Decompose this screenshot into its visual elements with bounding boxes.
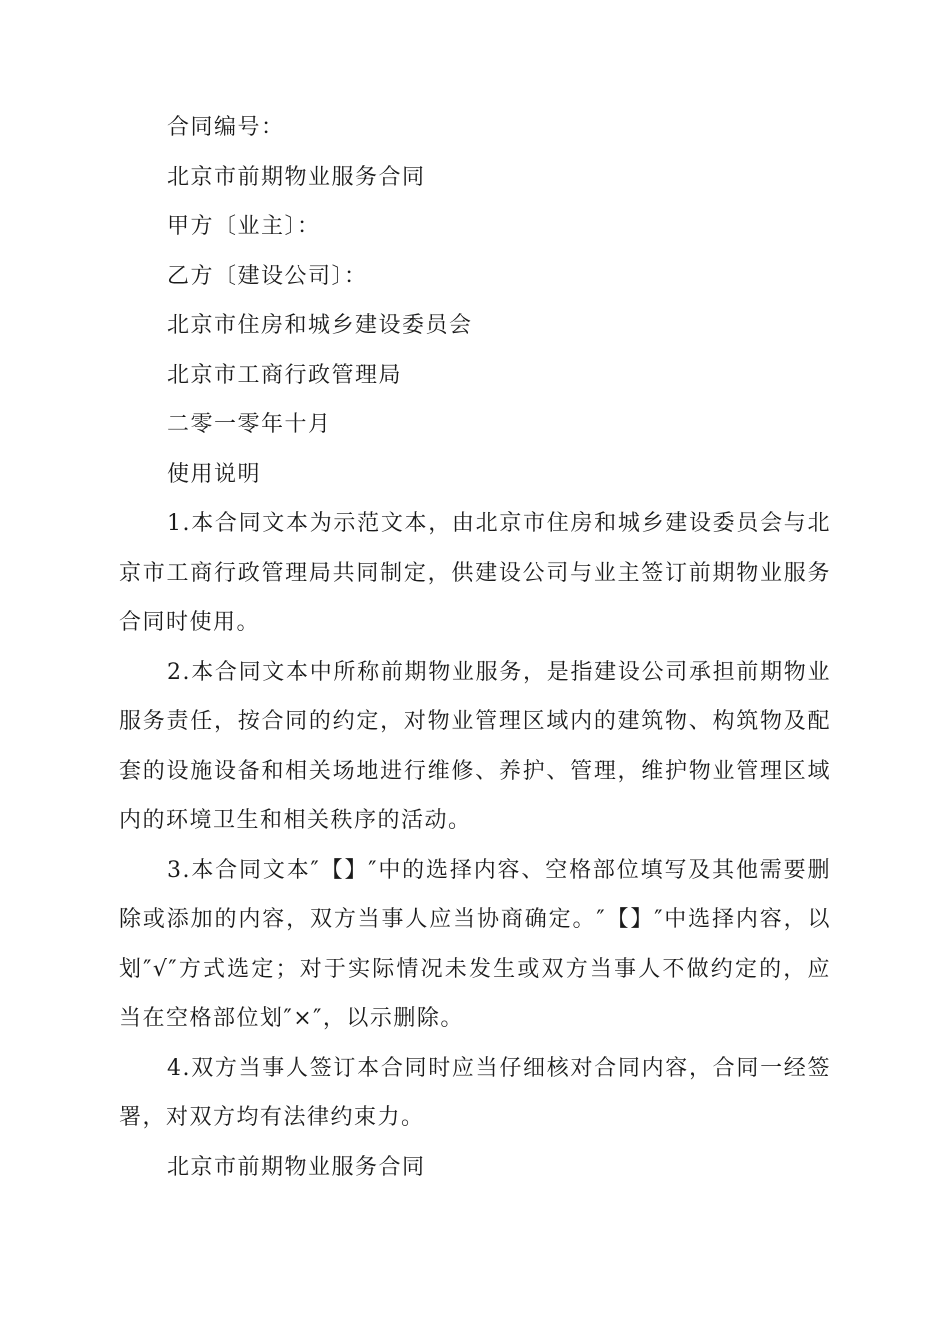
issuer-housing-commission: 北京市住房和城乡建设委员会 <box>167 313 473 338</box>
instructions-heading: 使用说明 <box>167 461 262 487</box>
instruction-paragraph-2: 2.本合同文本中所称前期物业服务，是指建设公司承担前期物业服务责任，按合同的约定，对物业管理区域内的建筑物、构筑物及配套的设施设备和相关场地进行维修、养护、管理，维护物业管理区域内的环境卫生和相关秩序的活动。 <box>119 659 831 833</box>
party-b-label: 乙方〔建设公司〕： <box>167 263 368 289</box>
issue-date: 二零一零年十月 <box>167 412 332 437</box>
instruction-paragraph-3: 3.本合同文本″【】″中的选择内容、空格部位填写及其他需要删除或添加的内容，双方当事人应当协商确定。″【】″中选择内容，以划″√″方式选定；对于实际情况未发生或双方当事人不做约定的，应当在空格部位划″×″，以示删除。 <box>119 857 831 1031</box>
issuer-commerce-bureau: 北京市工商行政管理局 <box>167 362 403 388</box>
document-body <box>119 103 831 1192</box>
instruction-paragraph-4: 4.双方当事人签订本合同时应当仔细核对合同内容，合同一经签署，对双方均有法律约束力。 <box>119 1055 831 1130</box>
contract-title: 北京市前期物业服务合同 <box>167 164 426 190</box>
instruction-paragraph-1: 1.本合同文本为示范文本，由北京市住房和城乡建设委员会与北京市工商行政管理局共同制定，供建设公司与业主签订前期物业服务合同时使用。 <box>119 511 831 635</box>
contract-number-label: 合同编号： <box>167 115 285 140</box>
party-a-label: 甲方〔业主〕： <box>167 214 321 239</box>
closing-contract-title: 北京市前期物业服务合同 <box>167 1154 426 1180</box>
